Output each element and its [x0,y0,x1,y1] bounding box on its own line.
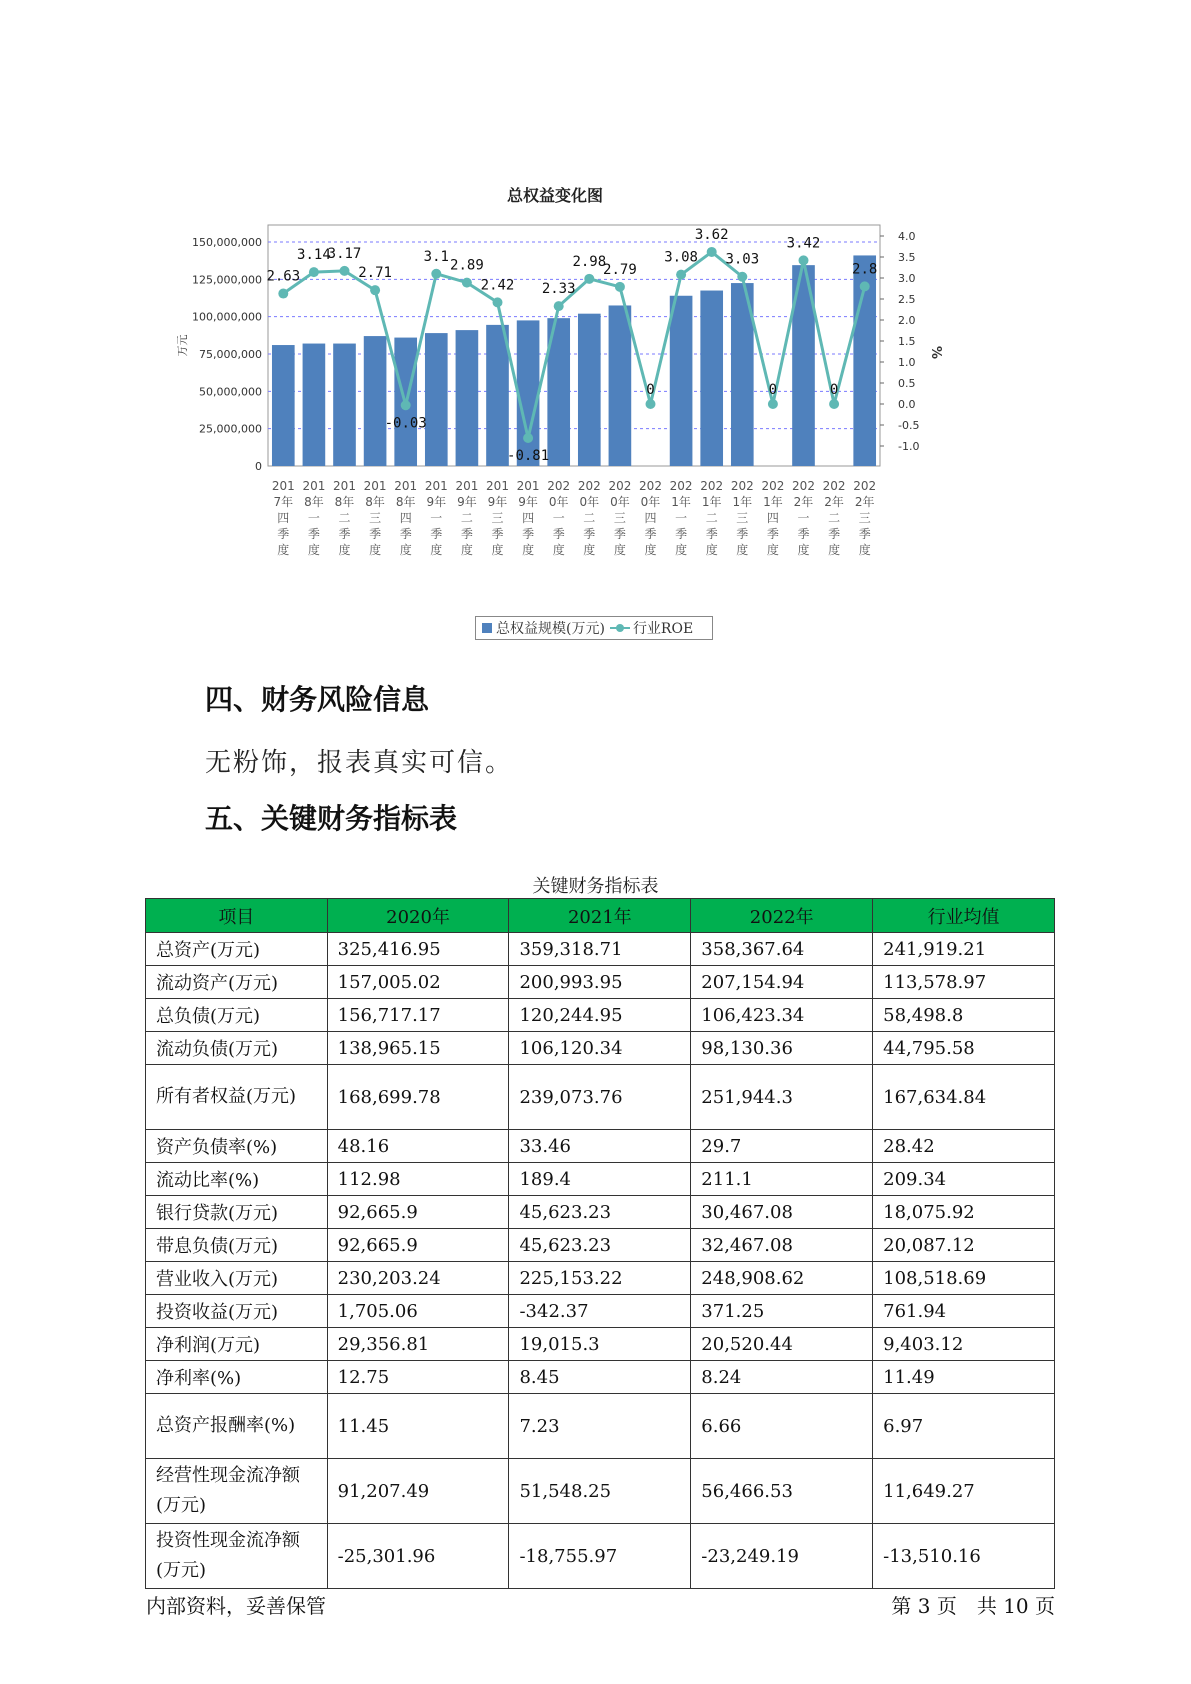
y2-tick-label: 2.0 [898,314,916,327]
x-tick-label: 一 [430,511,443,525]
table-row-label: 资产负债率(%) [146,1130,328,1163]
table-row [146,1459,1055,1524]
x-tick-label: 201 [333,479,356,493]
roe-point [584,274,594,284]
roe-point [340,266,350,276]
bar [456,330,479,466]
roe-point [493,297,503,307]
roe-point [523,433,533,443]
roe-point [829,399,839,409]
table-cell: 8.24 [691,1361,873,1394]
table-cell: 9,403.12 [873,1328,1055,1361]
equity-chart [176,185,1000,655]
table-row [146,1065,1055,1130]
y2-tick-label: 3.5 [898,251,916,264]
roe-data-label: 3.42 [786,235,821,252]
table-cell: -18,755.97 [509,1524,691,1589]
table-cell: 44,795.58 [873,1032,1055,1065]
table-cell: -25,301.96 [327,1524,509,1589]
roe-point [278,289,288,299]
x-tick-label: 季 [277,527,290,541]
table-row [146,1163,1055,1196]
table-cell: 157,005.02 [327,966,509,999]
x-tick-label: 四 [644,511,657,525]
x-tick-label: 201 [363,479,387,493]
roe-point [462,278,472,288]
table-cell: 112.98 [327,1163,509,1196]
x-tick-label: 201 [516,479,540,493]
table-cell: 92,665.9 [327,1229,509,1262]
bar [578,314,601,466]
table-cell: 211.1 [691,1163,873,1196]
x-tick-label: 季 [583,527,596,541]
bar [609,305,632,466]
x-tick-label: 一 [552,511,565,525]
table-row-label: 总资产报酬率(%) [146,1394,328,1459]
table-cell: 239,073.76 [509,1065,691,1130]
x-tick-label: 二 [460,511,473,525]
roe-data-label: 3.62 [694,226,729,243]
y2-tick-label: -0.5 [898,419,920,432]
x-tick-label: 季 [491,527,504,541]
x-tick-label: 202 [639,479,662,493]
x-tick-label: 度 [828,543,841,557]
table-cell: 20,520.44 [691,1328,873,1361]
x-tick-label: 度 [858,543,871,557]
table-cell: 106,120.34 [509,1032,691,1065]
table-cell: 91,207.49 [327,1459,509,1524]
roe-point [737,272,747,282]
x-tick-label: 0年 [579,495,600,509]
table-cell: 11,649.27 [873,1459,1055,1524]
x-tick-label: 季 [797,527,810,541]
x-tick-label: 二 [705,511,718,525]
table-cell: 325,416.95 [327,933,509,966]
x-tick-label: 8年 [395,495,416,509]
table-cell: 251,944.3 [691,1065,873,1130]
x-tick-label: 三 [613,511,626,525]
table-cell: -23,249.19 [691,1524,873,1589]
y2-tick-label: 1.5 [898,335,916,348]
table-cell: 167,634.84 [873,1065,1055,1130]
x-tick-label: 季 [338,527,351,541]
table-cell: 51,548.25 [509,1459,691,1524]
x-tick-label: 9年 [487,495,508,509]
table-row-label: 营业收入(万元) [146,1262,328,1295]
table-cell: 56,466.53 [691,1459,873,1524]
bar [303,344,326,466]
table-cell: 138,965.15 [327,1032,509,1065]
x-tick-label: 季 [552,527,565,541]
roe-data-label: 3.14 [297,247,331,264]
x-tick-label: 季 [430,527,443,541]
legend-bar-label: 总权益规模(万元) [496,621,605,637]
x-tick-label: 度 [736,543,749,557]
table-cell: 18,075.92 [873,1196,1055,1229]
x-tick-label: 度 [460,543,473,557]
x-tick-label: 一 [307,511,320,525]
table-cell: 29.7 [691,1130,873,1163]
table-row-label: 银行贷款(万元) [146,1196,328,1229]
x-tick-label: 202 [761,479,785,493]
y-tick-label: 125,000,000 [192,273,262,287]
table-row-label: 总资产(万元) [146,933,328,966]
x-tick-label: 三 [491,511,504,525]
table-cell: 108,518.69 [873,1262,1055,1295]
table-row-label: 投资收益(万元) [146,1295,328,1328]
table-cell: 98,130.36 [691,1032,873,1065]
table-cell: 48.16 [327,1130,509,1163]
roe-data-label: 2.42 [480,277,515,294]
x-tick-label: 季 [307,527,320,541]
bar [425,333,448,466]
roe-data-label: 2.79 [603,261,637,278]
roe-point [860,281,870,291]
table-cell: 200,993.95 [509,966,691,999]
bar [700,291,723,466]
x-tick-label: 度 [277,543,290,557]
x-tick-label: 202 [853,479,877,493]
table-row [146,1295,1055,1328]
table-row [146,1361,1055,1394]
table-header-row [146,899,1055,933]
x-tick-label: 度 [491,543,504,557]
table-row [146,966,1055,999]
page-suffix: 页 [1035,1594,1055,1618]
x-tick-label: 7年 [273,495,294,509]
page-mid: 页 共 [936,1594,997,1618]
x-tick-label: 201 [424,479,448,493]
table-cell: 33.46 [509,1130,691,1163]
roe-point [707,247,717,257]
y-tick-label: 50,000,000 [199,385,262,399]
x-tick-label: 季 [675,527,688,541]
x-tick-label: 202 [822,479,846,493]
roe-data-label: 2.63 [266,268,301,285]
table-row-label: 总负债(万元) [146,999,328,1032]
bar [364,336,387,466]
page-prefix: 第 [891,1594,912,1618]
x-tick-label: 四 [399,511,412,525]
y-tick-label: 0 [255,460,262,473]
roe-point [554,301,564,311]
table-cell: 358,367.64 [691,933,873,966]
x-tick-label: 8年 [365,495,385,509]
x-tick-label: 度 [797,543,810,557]
table-cell: 156,717.17 [327,999,509,1032]
x-tick-label: 度 [766,543,779,557]
table-cell: 8.45 [509,1361,691,1394]
page-current: 3 [917,1594,931,1618]
roe-data-label: 2.71 [358,265,392,282]
x-tick-label: 202 [608,479,632,493]
x-tick-label: 1年 [763,495,783,509]
x-tick-label: 2年 [793,495,814,509]
x-tick-label: 季 [522,527,535,541]
x-tick-label: 季 [613,527,626,541]
y-tick-label: 100,000,000 [192,310,262,324]
table-row [146,1394,1055,1459]
x-tick-label: 1年 [671,495,691,509]
roe-point [676,270,686,280]
roe-point [370,285,380,295]
roe-data-label: 3.1 [423,248,449,265]
table-row [146,999,1055,1032]
table-row-label: 经营性现金流净额(万元) [146,1459,328,1524]
table-cell: 7.23 [509,1394,691,1459]
table-cell: 6.66 [691,1394,873,1459]
table-cell: 92,665.9 [327,1196,509,1229]
roe-data-label: 2.8 [852,261,878,278]
table-row-label: 投资性现金流净额(万元) [146,1524,328,1589]
x-tick-label: 202 [730,479,754,493]
table-cell: 29,356.81 [327,1328,509,1361]
bar [272,345,295,466]
roe-data-label: 3.17 [327,245,362,262]
roe-point [799,255,809,265]
roe-data-label: 0 [646,382,655,398]
key-section-title: 五、关键财务指标表 [205,802,458,835]
table-cell: 113,578.97 [873,966,1055,999]
table-cell: 30,467.08 [691,1196,873,1229]
table-cell: 11.49 [873,1361,1055,1394]
x-tick-label: 一 [797,511,810,525]
table-cell: 11.45 [327,1394,509,1459]
table-cell: 168,699.78 [327,1065,509,1130]
x-tick-label: 季 [369,527,382,541]
table-row [146,1032,1055,1065]
x-tick-label: 度 [522,543,535,557]
y-tick-label: 150,000,000 [192,236,262,249]
table-cell: -13,510.16 [873,1524,1055,1589]
x-tick-label: 度 [583,543,596,557]
y2-tick-label: 0.5 [898,377,916,390]
roe-data-label: -0.03 [384,415,427,432]
x-tick-label: 202 [577,479,601,493]
x-tick-label: 度 [307,543,320,557]
legend-line-swatch [610,623,630,633]
legend-line-label: 行业ROE [632,621,694,637]
x-tick-label: 四 [766,511,779,525]
page-total: 10 [1003,1594,1029,1618]
table-cell: 241,919.21 [873,933,1055,966]
table-row-label: 净利润(万元) [146,1328,328,1361]
roe-point [401,400,411,410]
bar [670,296,693,466]
x-tick-label: 一 [675,511,688,525]
table-cell: 19,015.3 [509,1328,691,1361]
x-tick-label: 二 [583,511,596,525]
x-tick-label: 三 [858,511,871,525]
x-tick-label: 季 [736,527,749,541]
table-row-label: 净利率(%) [146,1361,328,1394]
table-cell: 120,244.95 [509,999,691,1032]
roe-point [646,399,656,409]
x-tick-label: 0年 [548,495,569,509]
x-tick-label: 0年 [610,495,630,509]
chart-title: 总权益变化图 [506,186,604,205]
footer-page-number [891,1590,1055,1619]
x-tick-label: 四 [277,511,290,525]
table-row-label: 流动负债(万元) [146,1032,328,1065]
table-cell: 20,087.12 [873,1229,1055,1262]
table-cell: 207,154.94 [691,966,873,999]
table-cell: 359,318.71 [509,933,691,966]
x-tick-label: 1年 [701,495,722,509]
x-tick-label: 季 [828,527,841,541]
roe-data-label: 0 [768,382,778,398]
x-tick-label: 202 [669,479,693,493]
risk-section-title: 四、财务风险信息 [205,683,430,716]
x-tick-label: 度 [705,543,718,557]
y2-tick-label: 1.0 [898,356,916,369]
x-tick-label: 0年 [640,495,661,509]
x-tick-label: 季 [644,527,657,541]
table-row-label: 所有者权益(万元) [146,1065,328,1130]
x-tick-label: 2年 [854,495,875,509]
x-tick-label: 度 [430,543,443,557]
x-tick-label: 度 [675,543,688,557]
roe-point [615,282,625,292]
table-row-label: 流动资产(万元) [146,966,328,999]
table-cell: 32,467.08 [691,1229,873,1262]
chart-legend [475,616,713,640]
x-tick-label: 度 [399,543,412,557]
x-tick-label: 季 [399,527,412,541]
table-cell: 248,908.62 [691,1262,873,1295]
table-body [146,933,1055,1589]
roe-data-label: 2.33 [541,281,576,298]
roe-data-label: 2.98 [572,253,607,270]
x-tick-label: 四 [522,511,535,525]
x-tick-label: 202 [792,479,815,493]
table-cell: 761.94 [873,1295,1055,1328]
x-tick-label: 度 [644,543,657,557]
y2-tick-label: -1.0 [898,440,920,453]
bar [333,344,356,466]
x-tick-label: 度 [613,543,626,557]
legend-bar-swatch [482,623,492,633]
table-header-cell: 2020年 [327,899,509,933]
x-tick-label: 9年 [426,495,447,509]
table-cell: 45,623.23 [509,1229,691,1262]
table-header-cell: 项目 [146,899,328,933]
roe-data-label: 3.03 [725,251,760,268]
table-row-label: 流动比率(%) [146,1163,328,1196]
table-cell: 28.42 [873,1130,1055,1163]
x-tick-label: 202 [700,479,724,493]
footer-confidential: 内部资料，妥善保管 [146,1594,326,1618]
table-row [146,933,1055,966]
roe-point [768,399,778,409]
table-cell: 12.75 [327,1361,509,1394]
table-cell: 6.97 [873,1394,1055,1459]
table-row [146,1130,1055,1163]
x-tick-label: 201 [455,479,479,493]
table-row [146,1229,1055,1262]
x-tick-label: 度 [338,543,351,557]
x-tick-label: 二 [338,511,351,525]
table-row [146,1196,1055,1229]
table-header-cell: 2021年 [509,899,691,933]
x-tick-label: 1年 [732,495,753,509]
y-axis-label: 万元 [176,334,189,357]
roe-data-label: -0.81 [507,448,550,465]
risk-section-text: 无粉饰，报表真实可信。 [205,748,514,778]
roe-data-label: 0 [829,382,839,398]
x-tick-label: 季 [766,527,779,541]
bar [486,325,509,466]
x-tick-label: 9年 [457,495,477,509]
roe-point [309,267,319,277]
y2-tick-label: 2.5 [898,293,916,306]
x-tick-label: 季 [460,527,473,541]
x-tick-label: 2年 [824,495,844,509]
x-tick-label: 201 [394,479,418,493]
y-tick-label: 75,000,000 [199,348,262,361]
bar [517,320,540,466]
x-tick-label: 9年 [518,495,538,509]
table-row [146,1328,1055,1361]
table-cell: 189.4 [509,1163,691,1196]
table-row-label: 带息负债(万元) [146,1229,328,1262]
key-metrics-table [145,898,1055,1589]
table-cell: 371.25 [691,1295,873,1328]
x-tick-label: 8年 [304,495,324,509]
x-tick-label: 二 [828,511,841,525]
x-tick-label: 201 [302,479,326,493]
roe-data-label: 2.89 [450,257,484,274]
y2-tick-label: 4.0 [898,230,916,243]
table-cell: 1,705.06 [327,1295,509,1328]
x-tick-label: 三 [369,511,382,525]
table-cell: 225,153.22 [509,1262,691,1295]
roe-point [431,269,441,279]
y2-axis-label: % [928,346,943,360]
table-cell: 58,498.8 [873,999,1055,1032]
y2-tick-label: 0.0 [898,398,916,411]
table-row [146,1262,1055,1295]
table-cell: 209.34 [873,1163,1055,1196]
x-tick-label: 201 [486,479,509,493]
x-tick-label: 三 [736,511,749,525]
x-tick-label: 季 [705,527,718,541]
x-tick-label: 度 [369,543,382,557]
table-header-cell: 行业均值 [873,899,1055,933]
y2-tick-label: 3.0 [898,272,916,285]
x-tick-label: 度 [552,543,565,557]
table-header-cell: 2022年 [691,899,873,933]
x-tick-label: 8年 [334,495,355,509]
equity-chart-svg [176,185,1000,615]
table-cell: 106,423.34 [691,999,873,1032]
table-cell: 230,203.24 [327,1262,509,1295]
table-row [146,1524,1055,1589]
table-cell: 45,623.23 [509,1196,691,1229]
roe-data-label: 3.08 [664,249,698,266]
y-tick-label: 25,000,000 [199,422,262,436]
table-cell: -342.37 [509,1295,691,1328]
x-tick-label: 202 [547,479,571,493]
x-tick-label: 季 [858,527,871,541]
x-tick-label: 201 [271,479,295,493]
table-caption: 关键财务指标表 [532,876,659,897]
